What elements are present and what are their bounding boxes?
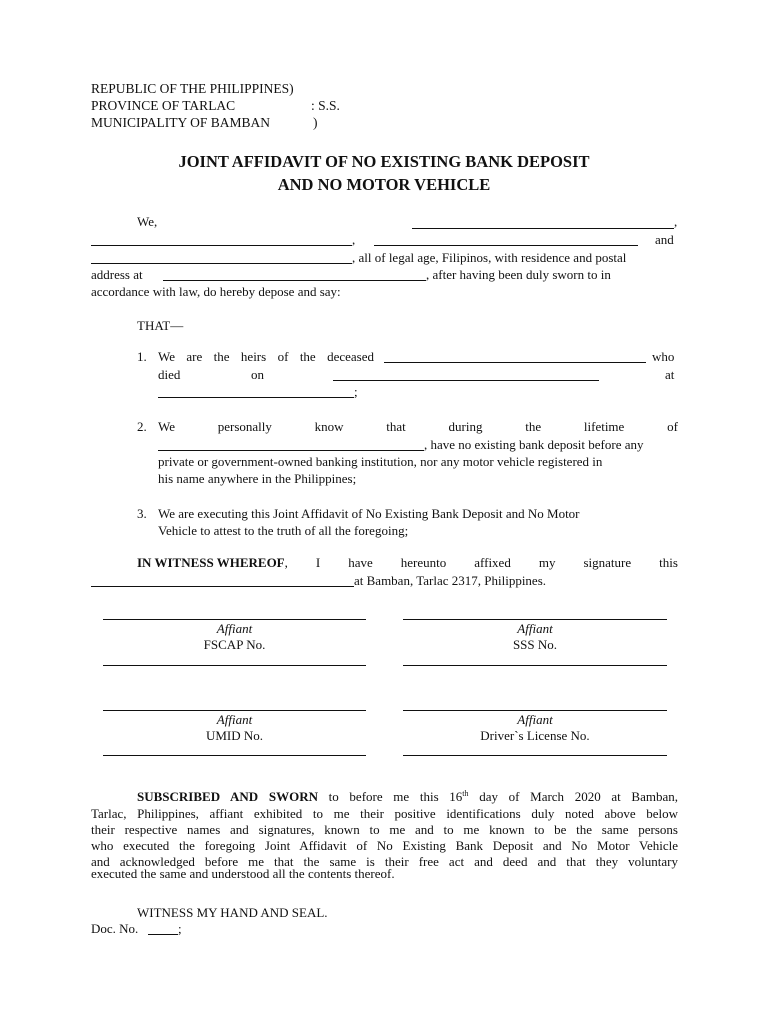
item-1-semicolon: ; xyxy=(354,384,358,399)
intro-comma-2: , xyxy=(352,232,356,247)
sss-label: SSS No. xyxy=(512,637,558,652)
caption-paren: ) xyxy=(313,115,318,130)
intro-address-at: address at xyxy=(91,267,143,282)
item-2-first-line xyxy=(158,419,678,435)
item-1-number: 1. xyxy=(137,349,147,364)
item-1-text: We are the heirs of the deceased xyxy=(158,349,374,364)
item-2-word: lifetime xyxy=(583,419,625,434)
item-1-on: on xyxy=(251,367,264,382)
item-2-number: 2. xyxy=(137,419,147,434)
witness-word: this xyxy=(659,555,678,570)
blank-name-4[interactable] xyxy=(91,263,352,264)
affiant-label-1: Affiant xyxy=(216,621,253,636)
jurat-line-2: Tarlac, Philippines, affiant exhibited to me their positive identifications duly noted above below xyxy=(91,806,678,821)
witness-place: at Bamban, Tarlac 2317, Philippines. xyxy=(354,573,547,588)
jurat-line-6: executed the same and understood all the contents thereof. xyxy=(91,866,395,881)
doc-no-label: Doc. No. xyxy=(91,921,139,936)
witness-word: affixed xyxy=(474,555,511,570)
that-heading: THAT— xyxy=(137,318,184,333)
fscap-label: FSCAP No. xyxy=(203,637,266,652)
item-3-number: 3. xyxy=(137,506,147,521)
item-1-at: at xyxy=(665,367,675,382)
document-title-line1: JOINT AFFIDAVIT OF NO EXISTING BANK DEPOSIT xyxy=(178,152,590,171)
umid-label: UMID No. xyxy=(205,728,264,743)
item-2-text-c: private or government-owned banking institution, nor any motor vehicle registered in xyxy=(158,454,603,469)
affiant-label-2: Affiant xyxy=(517,621,553,636)
witness-first-line xyxy=(137,555,678,571)
item-2-word: personally xyxy=(217,419,272,434)
item-1-who: who xyxy=(652,349,675,364)
intro-depose: accordance with law, do hereby depose and say: xyxy=(91,284,341,299)
blank-name-1[interactable] xyxy=(412,228,674,229)
item-3-text-a: We are executing this Joint Affidavit of No Existing Bank Deposit and No Motor xyxy=(158,506,580,521)
blank-deceased-name[interactable] xyxy=(384,362,646,363)
jurat-line-5: and acknowledged before me that the same is their free act and deed and that they voluntary xyxy=(91,854,678,869)
witness-bold-phrase: IN WITNESS WHEREOF, xyxy=(137,555,288,570)
caption-municipality: MUNICIPALITY OF BAMBAN xyxy=(91,115,271,130)
blank-witness-date[interactable] xyxy=(91,586,354,587)
item-2-word: know xyxy=(314,419,344,434)
affiant-label-3: Affiant xyxy=(216,712,253,727)
id-line-fscap[interactable] xyxy=(103,665,366,666)
item-2-word: during xyxy=(448,419,483,434)
item-2-text-b: , have no existing bank deposit before any xyxy=(424,437,644,452)
intro-comma-1: , xyxy=(674,214,678,229)
witness-hand-and-seal: WITNESS MY HAND AND SEAL. xyxy=(137,905,328,920)
id-line-drivers-license[interactable] xyxy=(403,755,667,756)
blank-deceased-name-2[interactable] xyxy=(158,450,424,451)
blank-date-of-death[interactable] xyxy=(333,380,599,381)
witness-word: have xyxy=(348,555,373,570)
id-line-umid[interactable] xyxy=(103,755,366,756)
signature-line-affiant-3[interactable] xyxy=(103,710,366,711)
witness-word: I xyxy=(315,555,321,570)
jurat-line-3: their respective names and signatures, known to me and to me known to be the same persons xyxy=(91,822,678,837)
signature-line-affiant-4[interactable] xyxy=(403,710,667,711)
drivers-license-label: Driver`s License No. xyxy=(480,728,590,743)
witness-word: signature xyxy=(583,555,632,570)
blank-name-3[interactable] xyxy=(374,245,638,246)
caption-province: PROVINCE OF TARLAC xyxy=(91,98,236,113)
blank-doc-no[interactable] xyxy=(148,934,178,935)
witness-word: hereunto xyxy=(400,555,447,570)
blank-address[interactable] xyxy=(163,280,426,281)
intro-duly-sworn: , after having been duly sworn to in xyxy=(426,267,611,282)
witness-word: my xyxy=(538,555,556,570)
item-2-text-d: his name anywhere in the Philippines; xyxy=(158,471,357,486)
document-title-line2: AND NO MOTOR VEHICLE xyxy=(277,175,491,194)
blank-name-2[interactable] xyxy=(91,245,352,246)
caption-ss: : S.S. xyxy=(311,98,340,113)
intro-legal-age: , all of legal age, Filipinos, with residence and postal xyxy=(352,250,627,265)
id-line-sss[interactable] xyxy=(403,665,667,666)
intro-and: and xyxy=(655,232,674,247)
intro-we: We, xyxy=(137,214,158,229)
jurat-line-1: SUBSCRIBED AND SWORN to before me this 16th day of March 2020 at Bamban, xyxy=(137,789,679,804)
caption-republic: REPUBLIC OF THE PHILIPPINES) xyxy=(91,81,294,96)
signature-line-affiant-1[interactable] xyxy=(103,619,366,620)
item-2-word: We xyxy=(158,419,175,434)
item-2-word: of xyxy=(667,419,678,434)
item-2-word: the xyxy=(525,419,542,434)
item-3-text-b: Vehicle to attest to the truth of all the foregoing; xyxy=(158,523,409,538)
item-1-died: died xyxy=(158,367,181,382)
signature-line-affiant-2[interactable] xyxy=(403,619,667,620)
blank-place-of-death[interactable] xyxy=(158,397,354,398)
item-2-word: that xyxy=(386,419,406,434)
affiant-label-4: Affiant xyxy=(517,712,553,727)
doc-no-semicolon: ; xyxy=(178,921,182,936)
jurat-line-4: who executed the foregoing Joint Affidavit of No Existing Bank Deposit and No Motor Vehicle xyxy=(91,838,678,853)
